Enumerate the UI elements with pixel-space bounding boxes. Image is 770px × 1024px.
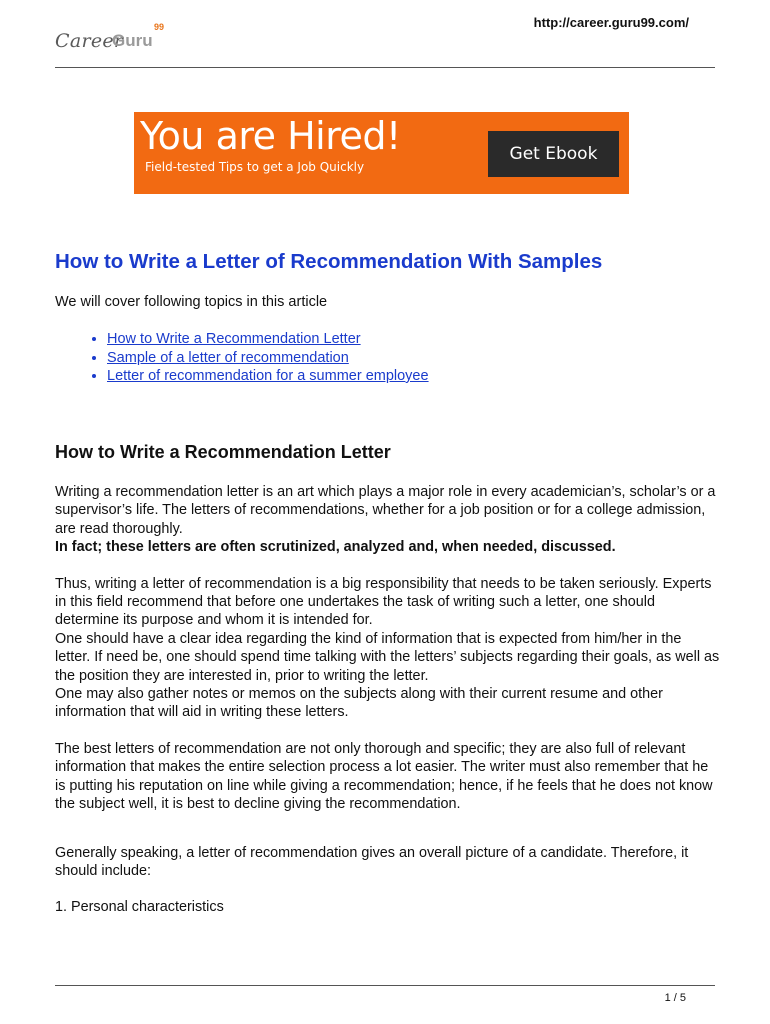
article-intro: We will cover following topics in this article	[55, 294, 328, 310]
get-ebook-button[interactable]: Get Ebook	[488, 131, 619, 177]
banner-headline: You are Hired!	[140, 114, 401, 158]
ebook-banner[interactable]	[134, 112, 629, 194]
paragraph: One may also gather notes or memos on the subjects along with their current resume and other information that will aid in writing these letters.	[55, 686, 663, 721]
careerguru-logo[interactable]	[55, 22, 185, 56]
logo-text-career: Career	[55, 30, 124, 52]
section-heading: How to Write a Recommendation Letter	[55, 442, 391, 462]
article-body	[55, 483, 720, 917]
header-url: http://career.guru99.com/	[533, 15, 689, 30]
paragraph-emphasis	[55, 538, 720, 556]
toc-item	[107, 330, 429, 349]
list-item: 1. Personal characteristics	[55, 899, 224, 916]
paragraph: One should have a clear idea regarding the kind of information that is expected from him/her in the letter. If need be, one should spend time talking with the letters’ subjects regarding their goals, as well as the position they are interested in, prior to writing the letter.	[55, 630, 720, 684]
banner-subtext: Field-tested Tips to get a Job Quickly	[145, 160, 365, 174]
logo-superscript: 99	[154, 22, 165, 32]
table-of-contents	[78, 330, 429, 386]
toc-link-sample[interactable]: Sample of a letter of recommendation	[107, 349, 349, 366]
toc-link-summer-employee[interactable]: Letter of recommendation for a summer employee	[107, 368, 429, 384]
toc-item	[107, 367, 429, 386]
logo-text-guru: Guru	[112, 31, 153, 50]
footer-divider	[55, 985, 715, 986]
article-title: How to Write a Letter of Recommendation With Samples	[55, 250, 603, 273]
paragraph: Thus, writing a letter of recommendation is a big responsibility that needs to be taken seriously. Experts in this field recommend that before one undertakes the task of writing such a letter, one should determine its purpose and whom it is intended for.	[55, 575, 712, 629]
paragraph: Writing a recommendation letter is an art which plays a major role in every academician’s, scholar’s or a supervisor’s life. The letters of recommendations, whether for a job position or for a college admission, are read thoroughly.	[55, 484, 716, 537]
bold-text: In fact; these letters are often scrutinized, analyzed and, when needed, discussed.	[55, 539, 616, 556]
toc-item	[107, 349, 429, 368]
paragraph: Generally speaking, a letter of recommendation gives an overall picture of a candidate. Therefore, it should include:	[55, 844, 689, 879]
paragraph: The best letters of recommendation are not only thorough and specific; they are also full of relevant information that makes the entire selection process a lot easier. The writer must also remember that he is putting his reputation on line while giving a recommendation; hence, if he feels that he does not know the subject well, it is best to decline giving the recommendation.	[55, 740, 713, 813]
toc-link-how-to-write[interactable]: How to Write a Recommendation Letter	[107, 331, 361, 347]
page-number: 1 / 5	[664, 992, 686, 1004]
header-divider	[55, 67, 715, 68]
